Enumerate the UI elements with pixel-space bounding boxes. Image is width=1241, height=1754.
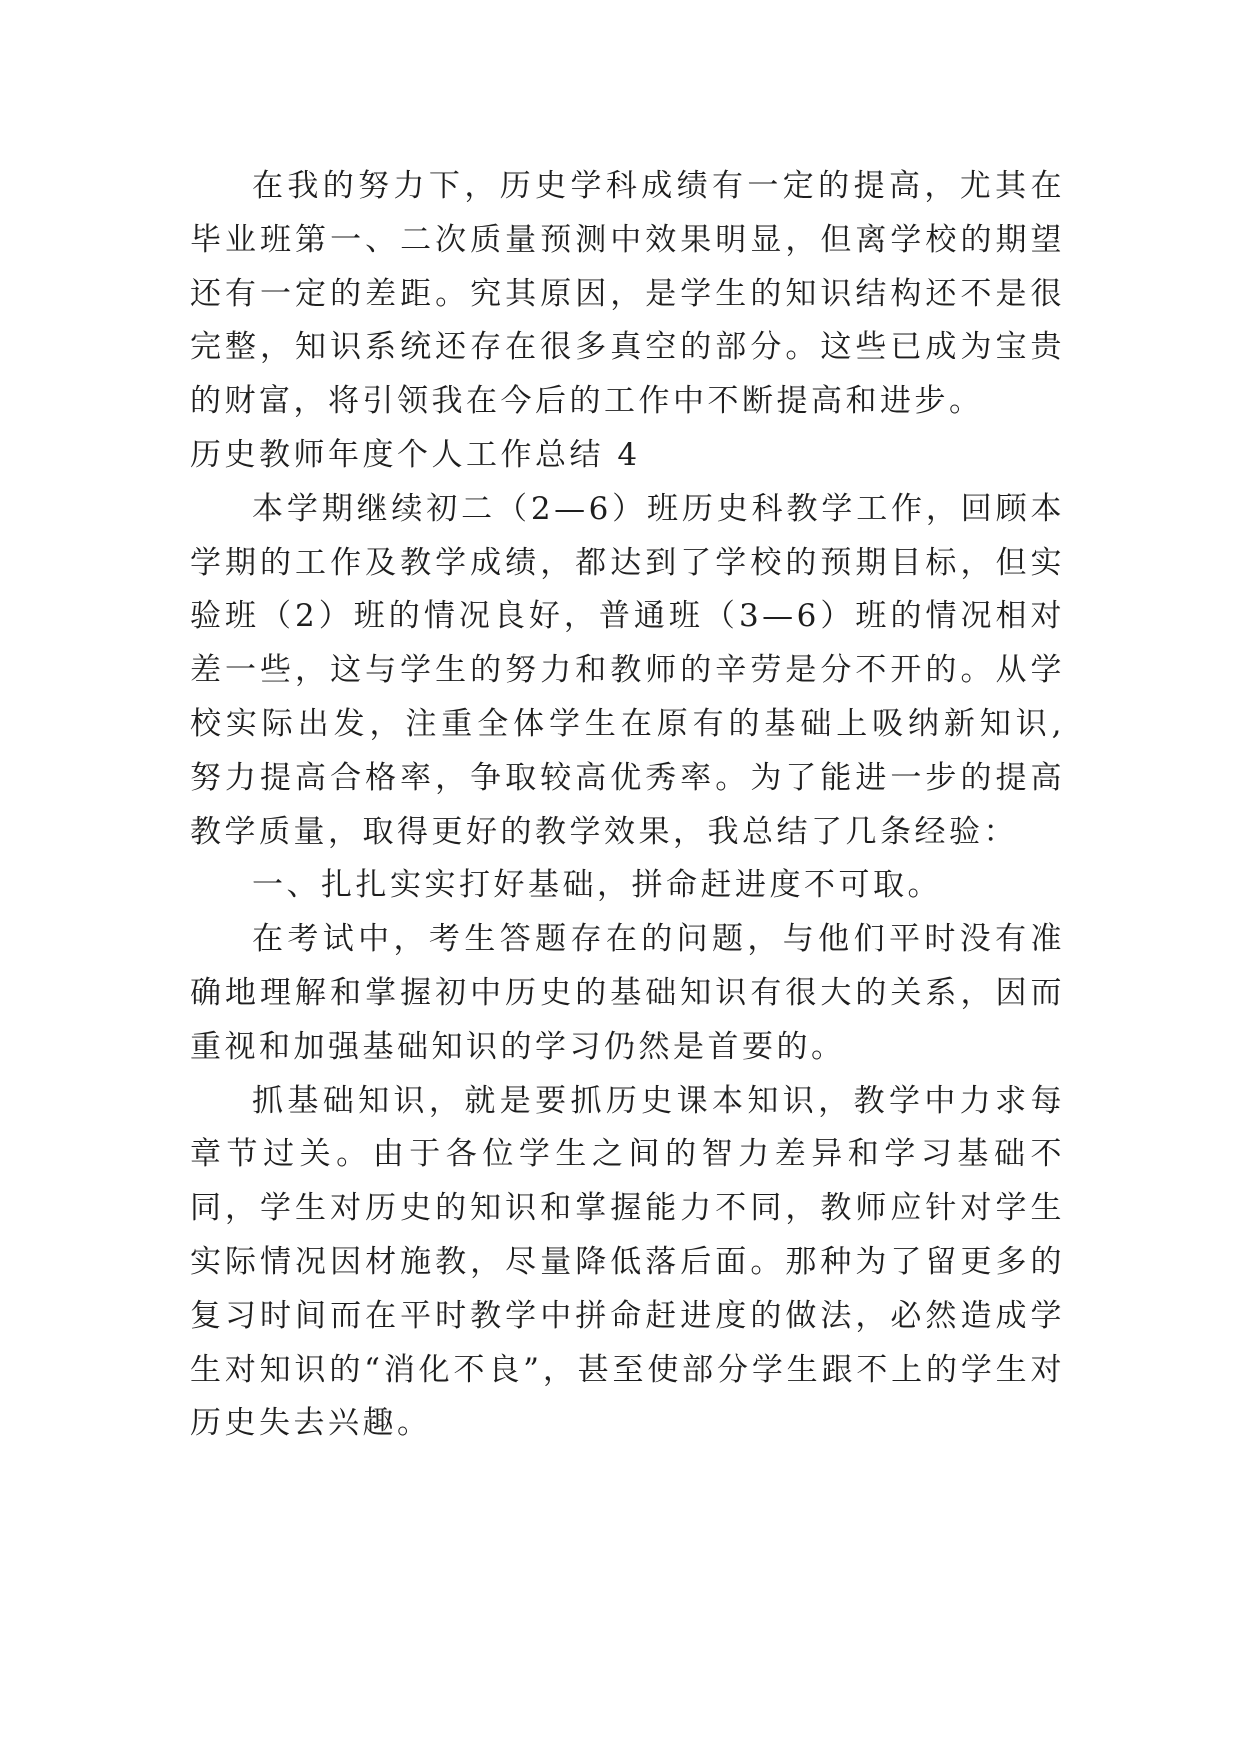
paragraph-basics: 抓基础知识，就是要抓历史课本知识，教学中力求每章节过关。由于各位学生之间的智力差异和学习基础不同，学生对历史的知识和掌握能力不同，教师应针对学生实际情况因材施教，尽量降低落后面。那种为了留更多的复习时间而在平时教学中拼命赶进度的做法，必然造成学生对知识的“消化不良”，甚至使部分学生跟不上的学生对历史失去兴趣。 <box>190 1082 1065 1442</box>
paragraph-point-one: 一、扎扎实实打好基础，拼命赶进度不可取。 <box>252 867 942 904</box>
paragraph-exam-issues: 在考试中，考生答题存在的问题，与他们平时没有准确地理解和掌握初中历史的基础知识有很大的关系，因而重视和加强基础知识的学习仍然是首要的。 <box>190 921 1065 1065</box>
paragraph-intro: 本学期继续初二（2—6）班历史科教学工作，回顾本学期的工作及教学成绩，都达到了学校的预期目标，但实验班（2）班的情况良好，普通班（3—6）班的情况相对差一些，这与学生的努力和教师的辛劳是分不开的。从学校实际出发，注重全体学生在原有的基础上吸纳新知识,努力提高合格率，争取较高优秀率。为了能进一步的提高教学质量，取得更好的教学效果，我总结了几条经验： <box>190 490 1065 850</box>
document-page <box>190 160 1065 1451</box>
paragraph-conclusion: 在我的努力下，历史学科成绩有一定的提高，尤其在毕业班第一、二次质量预测中效果明显，但离学校的期望还有一定的差距。究其原因，是学生的知识结构还不是很完整，知识系统还存在很多真空的部分。这些已成为宝贵的财富，将引领我在今后的工作中不断提高和进步。 <box>190 168 1065 420</box>
section-heading: 历史教师年度个人工作总结 4 <box>190 436 641 473</box>
